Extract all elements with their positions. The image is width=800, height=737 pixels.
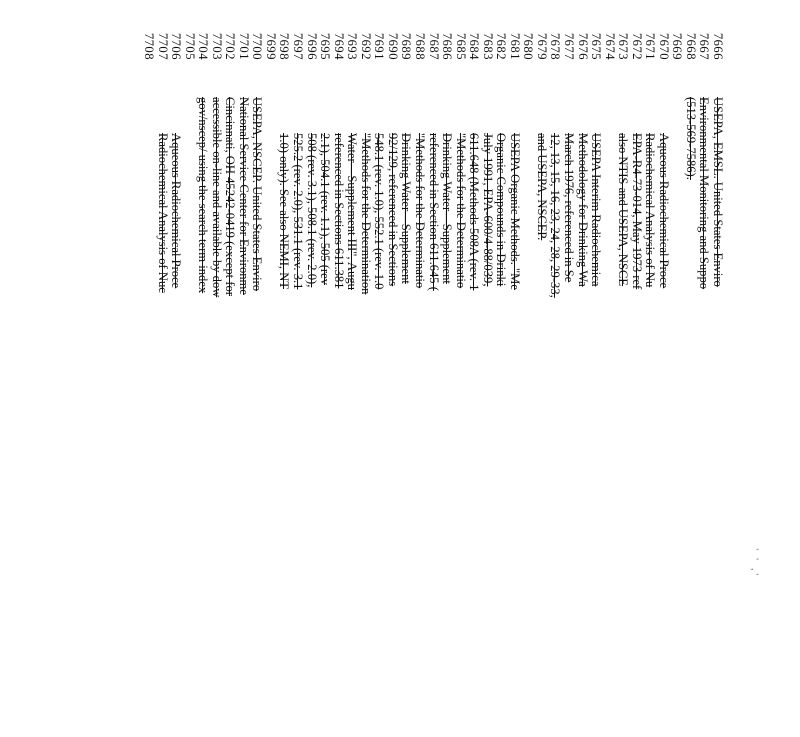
line-number: 7690: [385, 32, 400, 60]
document-body-text: [141, 97, 724, 737]
text-line: also NTIS and USEPA, NSCE: [616, 133, 631, 287]
text-line: March 1976, referenced in Se: [561, 133, 576, 283]
line-number: 7674: [602, 32, 617, 60]
text-line: 92/129, referenced in Sections: [385, 133, 400, 287]
line-number: 7680: [521, 32, 536, 60]
line-number: 7701: [236, 32, 251, 60]
line-number: 7702: [223, 32, 238, 60]
text-line: [182, 97, 196, 737]
text-line: [141, 97, 155, 737]
line-number: 7666: [711, 32, 725, 60]
text-line: "Methods for the Determination: [358, 133, 373, 295]
text-line: and USEPA, NSCEP.: [534, 133, 549, 241]
line-number: 7682: [494, 32, 509, 60]
line-number: 7704: [196, 32, 211, 60]
line-number: 7677: [561, 32, 576, 60]
scan-corner-marks: ' ' ,': [750, 548, 760, 578]
text-line: Aqueous Radiochemical Proce: [169, 133, 184, 289]
text-line: Cincinnati, OH 45242-0419 (except for: [223, 97, 238, 297]
line-number: 7693: [345, 32, 360, 60]
line-number: 7689: [399, 32, 414, 60]
text-line: Drinking Water—Supplement: [440, 133, 455, 284]
text-line: accessible on-line and available by dow: [209, 97, 224, 298]
text-line: Drinking Water—Supplement: [399, 133, 414, 284]
line-number: 7676: [575, 32, 590, 60]
line-number: 7669: [670, 32, 685, 60]
line-number: 7671: [643, 32, 658, 60]
line-number: 7683: [480, 32, 495, 60]
text-line: 548.1 (rev. 1.0), 552.1 (rev. 1.0: [372, 133, 387, 290]
text-line: USEPA, NSCEP. United States Enviro: [250, 97, 265, 292]
line-number: 7691: [372, 32, 387, 60]
line-number: 7681: [507, 32, 522, 60]
line-number: 7688: [412, 32, 427, 60]
text-line: Water—Supplement III", Augu: [345, 133, 360, 290]
line-number: 7673: [616, 32, 631, 60]
line-number: 7692: [358, 32, 373, 60]
text-line: (513-569-7586).: [683, 97, 698, 180]
line-number: 7699: [263, 32, 278, 60]
text-line: Radiochemical Analysis of Nuc: [155, 133, 170, 293]
text-line: July 1991, EPA-600/4-88/039,: [480, 133, 495, 287]
text-line: 12, 13, 15, 16, 23, 24, 28, 29-33,: [548, 133, 563, 298]
text-line: 2.1), 504.1 (rev. 1.1), 505 (rev: [318, 133, 333, 286]
text-line: [521, 97, 535, 737]
line-number: 7703: [209, 32, 224, 60]
line-number: 7697: [291, 32, 306, 60]
text-line: USEPA Organic Methods. "Me: [507, 133, 522, 290]
line-number: 7705: [182, 32, 197, 60]
text-line: referenced in Section 611.645 (: [426, 133, 441, 291]
line-number: 7685: [453, 32, 468, 60]
line-number: 7695: [318, 32, 333, 60]
line-number: 7668: [683, 32, 698, 60]
line-number: 7667: [697, 32, 712, 60]
text-line: "Methods for the Determinatio: [453, 133, 468, 289]
line-number: 7706: [169, 32, 184, 60]
text-line: Environmental Monitoring and Suppo: [697, 97, 712, 290]
line-number: 7708: [142, 32, 157, 60]
line-number: 7686: [440, 32, 455, 60]
text-line: Radiochemical Analysis of Nu: [643, 133, 658, 288]
line-number: 7694: [331, 32, 346, 60]
text-line: USEPA Interim Radiochemica: [589, 133, 604, 287]
line-number: 7670: [656, 32, 671, 60]
text-line: Aqueous Radiochemical Proce: [656, 133, 671, 289]
text-line: 611.648 (Methods 508A (rev. 1: [467, 133, 482, 291]
line-number-column: [141, 0, 724, 60]
line-number: 7687: [426, 32, 441, 60]
line-number: 7672: [629, 32, 644, 60]
line-number: 7707: [155, 32, 170, 60]
text-line: [670, 97, 684, 737]
line-number: 7679: [534, 32, 549, 60]
line-number: 7675: [589, 32, 604, 60]
text-line: "Methods for the Determinatio: [412, 133, 427, 289]
text-line: EPA-R4-73-014, May 1973 ref: [629, 133, 644, 290]
text-line: referenced in Sections 611.381: [331, 133, 346, 289]
text-line: 525.2 (rev. 2.0), 531.1 (rev. 3.1: [291, 133, 306, 290]
text-line: gov/nscep/ using the search term index: [196, 97, 211, 294]
line-number: 7684: [467, 32, 482, 60]
text-line: [263, 97, 277, 737]
text-line: USEPA, EMSL. United States Enviro: [711, 97, 725, 287]
line-number: 7696: [304, 32, 319, 60]
line-number: 7678: [548, 32, 563, 60]
text-line: Methodology for Drinking Wa: [575, 133, 590, 287]
text-line: National Service Center for Environme: [236, 97, 251, 295]
line-number: 7700: [250, 32, 265, 60]
text-line: 508 (rev. 3.1), 508.1 (rev. 2.0),: [304, 133, 319, 288]
text-line: 1.0) only). See also NEMI, NT: [277, 133, 292, 289]
text-line: [602, 97, 616, 737]
text-line: Organic Compounds in Drinki: [494, 133, 509, 287]
line-number: 7698: [277, 32, 292, 60]
